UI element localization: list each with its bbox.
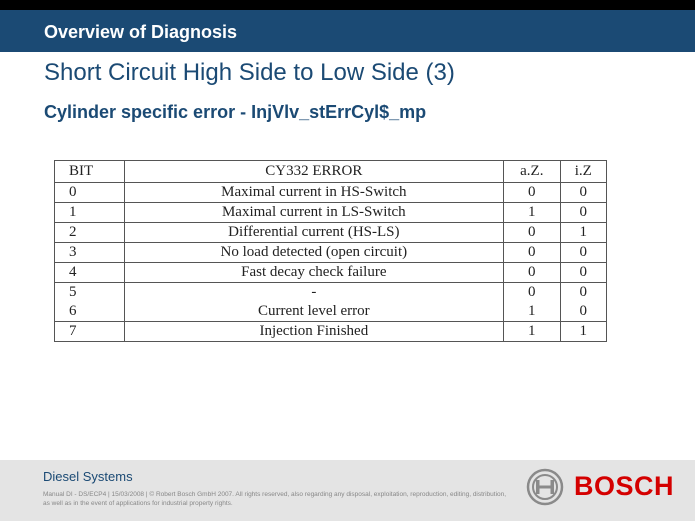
- bosch-armature-logo-icon: [526, 468, 564, 506]
- cell-iz: 0: [560, 203, 606, 223]
- cell-iz: 0: [560, 283, 606, 303]
- cell-bit: 5: [55, 283, 125, 303]
- cell-error: Fast decay check failure: [124, 263, 503, 283]
- table-row: [55, 243, 607, 263]
- column-header-error: CY332 ERROR: [124, 161, 503, 183]
- cell-az: 0: [504, 243, 561, 263]
- table-header-row: [55, 161, 607, 183]
- cell-bit: 7: [55, 322, 125, 342]
- top-border: [0, 0, 695, 10]
- error-table-wrapper: [54, 160, 607, 341]
- table-row: [55, 263, 607, 283]
- footer-legal-notice: Manual DI - DS/ECP4 | 15/03/2008 | © Robert Bosch GmbH 2007. All rights reserved, also regarding any disposal, exploitation, reproduction, editing, distribution, as well as in the event of applications for industrial property rights.: [43, 491, 507, 507]
- column-header-iz: i.Z: [560, 161, 606, 183]
- cell-error: Injection Finished: [124, 322, 503, 342]
- cell-error: Differential current (HS-LS): [124, 223, 503, 243]
- cell-bit: 0: [55, 183, 125, 203]
- cell-az: 0: [504, 223, 561, 243]
- cell-bit: 3: [55, 243, 125, 263]
- cell-error: Current level error: [124, 302, 503, 322]
- footer: [0, 460, 695, 521]
- cell-error: Maximal current in HS-Switch: [124, 183, 503, 203]
- error-table: [54, 160, 607, 342]
- header-band: [0, 10, 695, 52]
- cell-bit: 2: [55, 223, 125, 243]
- column-header-az: a.Z.: [504, 161, 561, 183]
- cell-az: 0: [504, 283, 561, 303]
- cell-az: 1: [504, 302, 561, 322]
- cell-error: -: [124, 283, 503, 303]
- cell-bit: 1: [55, 203, 125, 223]
- table-row: [55, 203, 607, 223]
- cell-az: 1: [504, 322, 561, 342]
- cell-iz: 0: [560, 243, 606, 263]
- cell-error: Maximal current in LS-Switch: [124, 203, 503, 223]
- cell-iz: 0: [560, 302, 606, 322]
- cell-iz: 1: [560, 322, 606, 342]
- table-row: [55, 223, 607, 243]
- table-row: [55, 183, 607, 203]
- cell-az: 0: [504, 263, 561, 283]
- cell-iz: 0: [560, 183, 606, 203]
- cell-az: 1: [504, 203, 561, 223]
- cell-error: No load detected (open circuit): [124, 243, 503, 263]
- table-row: [55, 322, 607, 342]
- table-row: [55, 302, 607, 322]
- footer-brand: Diesel Systems: [43, 469, 133, 484]
- slide-subtitle: Cylinder specific error - InjVlv_stErrCyl$_mp: [44, 102, 427, 122]
- cell-iz: 0: [560, 263, 606, 283]
- cell-az: 0: [504, 183, 561, 203]
- cell-bit: 4: [55, 263, 125, 283]
- column-header-bit: BIT: [55, 161, 125, 183]
- table-row: [55, 283, 607, 303]
- cell-iz: 1: [560, 223, 606, 243]
- section-title: Overview of Diagnosis: [44, 22, 238, 42]
- bosch-logo-text: BOSCH: [574, 471, 675, 501]
- cell-bit: 6: [55, 302, 125, 322]
- slide-title: Short Circuit High Side to Low Side (3): [44, 59, 455, 86]
